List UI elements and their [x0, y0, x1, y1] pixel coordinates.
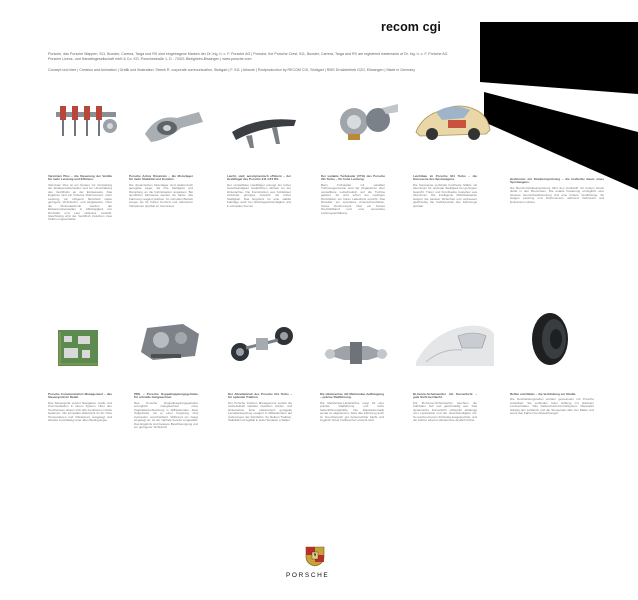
black-tab-top [480, 22, 638, 94]
article-title: Heckmotor mit Direkteinspritzung – die kraftvolle Basis eines Sportwagens. [510, 177, 604, 185]
article-column [48, 393, 112, 423]
article-body: Die Mehrlenker-Hinterachse sorgt für eine präzise Radführung und hohe Seitenführungskräfte. Die Elastokinematik wurde so abgestimmt, dass das Fahrzeug auch im Grenzbereich gut beherrschbar bleibt und zugleich hoher Fahrkomfort erreicht wird. [320, 400, 384, 423]
article-column [48, 175, 112, 222]
turbo-icon [330, 98, 402, 142]
chassis-mount-icon [137, 104, 209, 148]
article-body: Die dynamischen Motorlager sind elektronisch geregelte Lager, die ihre Steifigkeit und Dämpfung an die Fahrsituation anpassen. Bei sportlicher Fahrweise werden sie härter, das Fahrzeug reagiert präziser. Im normalen Betrieb sorgen sie für hohen Komfort und reduzieren Vibrationen spürbar im Innenraum. [129, 182, 193, 208]
article-body: Die Benzin-Direkteinspritzung führt den Kraftstoff mit hohem Druck direkt in den Brennraum. Die exakte Dosierung ermöglicht eine bessere Gemischaufbereitung und eine höhere Verdichtung. So steigen Leistung und Drehmoment, während Verbrauch und Emissionen sinken. [510, 185, 604, 204]
headlight-icon [412, 318, 496, 370]
article-column [320, 393, 384, 423]
article-body: Die Bi-Xenon-Scheinwerfer leuchten die Fahrbahn hell und gleichmäßig aus. Das dynamische Kurvenlicht schwenkt abhängig vom Lenkwinkel und der Geschwindigkeit mit. So werden Kurven frühzeitig ausgeleuchtet, und der Fahrer erkennt Hindernisse deutlich früher. [413, 400, 477, 423]
article-column [510, 393, 594, 416]
article-body: Das Porsche Doppelkupplungsgetriebe ermöglicht Gangwechsel ohne Zugkraftunterbrechung in Millisekunden. Zwei Teilgetriebe mit je einer Kupplung sind ineinander verschachtelt. Während ein Gang eingelegt ist, ist der nächste bereits vorgewählt. Das Ergebnis sind bessere Beschleunigung und ein geringerer Verbrauch. [134, 400, 198, 430]
article-body: Der verstellbare Heckflügel erzeugt bei hoher Geschwindigkeit zusätzlichen Abtrieb an der Hinterachse. Die Konstruktion aus Kohlefaser verbindet geringes Gewicht mit hoher Steifigkeit. Das Ergebnis ist eine stabile Fahrlage auch bei Höchstgeschwindigkeit und in schnellen Kurven. [227, 182, 291, 208]
header-line-3: Concept und Idee | Creation and Animation | Grafik und Illustration: Strenk R. corporate communication, Stuttgart | F. 911 | Artwork | Postproduction by RECOM CGI, Stuttgart | RMS Druckbetrieb GZG, Ellwangen | Made in Germany [48, 68, 416, 72]
article-body: Die Hochleistungsreifen wurden gemeinsam mit Porsche entwickelt. Sie verbinden hohe Haftung mit präzisem Lenkverhalten. Das Reifendruck-Kontrollsystem überwacht ständig den Luftdruck und die Temperatur aller vier Räder und warnt den Fahrer bei Abweichungen. [510, 397, 594, 416]
article-body: Das Steuergerät vereint Navigation, Audio und Kommunikation in einem System. Über den Touchscreen lassen sich alle Funktionen intuitiv bedienen. Die kompakte Elektronik ist für hohe Temperaturen und Vibrationen ausgelegt und arbeitet zuverlässig unter allen Bedingungen. [48, 400, 112, 423]
article-title: Bi-Xenon-Scheinwerfer mit Kurvenlicht – gute Sicht bei Nacht. [413, 392, 477, 400]
article-column [134, 393, 198, 430]
article-column [510, 178, 604, 204]
article-column [227, 175, 291, 208]
article-body: Die Karosserie verbindet hochfeste Stähle mit Aluminium für optimale Steifigkeit bei geringem Gewicht. Türen und Fronthaube bestehen aus Aluminium. Die intelligente Mischbauweise steigert die passive Sicherheit und verbessert gleichzeitig die Fahrdynamik des Fahrzeugs spürbar. [413, 182, 477, 208]
article-title: VarioCam Plus – die Steuerung der Ventile für mehr Leistung und Effizienz. [48, 174, 112, 182]
article-title: Leichtbau im Porsche 911 Turbo – die Karosserie des Sportwagens. [413, 174, 477, 182]
article-body: Der Porsche Traction Management verteilt die Antriebskraft variabel zwischen Vorder- und Hinterachse. Eine elektronisch geregelte Lamellenkupplung reagiert in Millisekunden auf Änderungen der Fahrbahn. So bleiben Traktion, Stabilität und Agilität in jeder Situation erhalten. [228, 400, 292, 423]
recom-cgi-logo: recom cgi [381, 20, 441, 34]
article-title: Der Allradantrieb des Porsche 911 Turbo – für optimale Traktion. [228, 392, 292, 400]
article-column [228, 393, 292, 423]
article-title: Porsche Active Drivetrain – die Motorlager für mehr Stabilität und Komfort. [129, 174, 193, 182]
awd-icon [226, 322, 298, 366]
article-title: PDK – Porsche Doppelkupplungsgetriebe für schnelle Gangwechsel. [134, 392, 198, 400]
gearbox-icon [133, 318, 205, 362]
article-body: Beim Turbolader mit variabler Turbinengeometrie wird der Abgasstrom über verstellbare Leitschaufeln auf die Turbine geleitet. So wird schon bei niedrigen Drehzahlen ein hoher Ladedruck erreicht. Das Resultat: ein spontanes Ansprechverhalten, hohes Drehmoment über ein breites Drehzahlband und eine souveräne Leistungsentfaltung. [321, 182, 385, 215]
article-column [413, 393, 477, 423]
header-line-1: Porsche, das Porsche Wappen, 911, Boxster, Carrera, Targa und RS sind eingetragene Marken der Dr. Ing. h. c. F. Porsche AG | Porsche, the Porsche Crest, 911, Boxster, Carrera, Targa and RS are registered trademarks of Dr. Ing. h. c. F. Porsche AG [48, 52, 448, 56]
article-title: Porsche Communication Management – das Steuergerät im Detail. [48, 392, 112, 400]
article-title: Der variable Turbolader (VTG) des Porsche 911 Turbo – für hohe Leistung. [321, 174, 385, 182]
spoiler-icon [228, 110, 300, 154]
axle-icon [320, 330, 392, 374]
car-cutaway-icon [412, 94, 492, 146]
tire-icon [518, 310, 582, 368]
article-column [321, 175, 385, 215]
article-title: Leicht, steif, aerodynamisch effizient – der Heckflügel des Porsche 911 GT3 RS. [227, 174, 291, 182]
article-title: Reifen und Räder – die Verbindung zur Straße. [510, 392, 577, 396]
black-tab-bottom [484, 92, 638, 190]
porsche-wordmark: PORSCHE [286, 572, 330, 579]
article-body: VarioCam Plus ist ein System zur Verstellung der Einlassnockenwellen und zur Umschaltung des Ventilhubs an der Einlassseite. Das Ergebnis sind ein höheres Drehmoment, mehr Leistung, ein ruhigerer Motorlauf sowie geringere Verbrauchs- und Abgaswerte. Über die Motorelektronik werden die Einlassnockenwellen in Abhängigkeit von Drehzahl und Last stufenlos verstellt. Gleichzeitig wird der Ventilhub zwischen zwei Stufen umgeschaltet. [48, 182, 112, 222]
valvetrain-icon [50, 98, 122, 142]
porsche-crest-icon [305, 545, 325, 567]
article-column [413, 175, 477, 208]
header-line-2: Porsche Lizenz- und Handelsgesellschaft mbH & Co. KG, Porschestraße 1, D - 74321 Bietigheim-Bissingen | www.porsche.com [48, 57, 252, 61]
circuit-board-icon [48, 326, 120, 370]
article-title: Die Hinterachse mit Mehrlenker-Aufhängung – präzise Radführung. [320, 392, 384, 400]
article-column [129, 175, 193, 208]
